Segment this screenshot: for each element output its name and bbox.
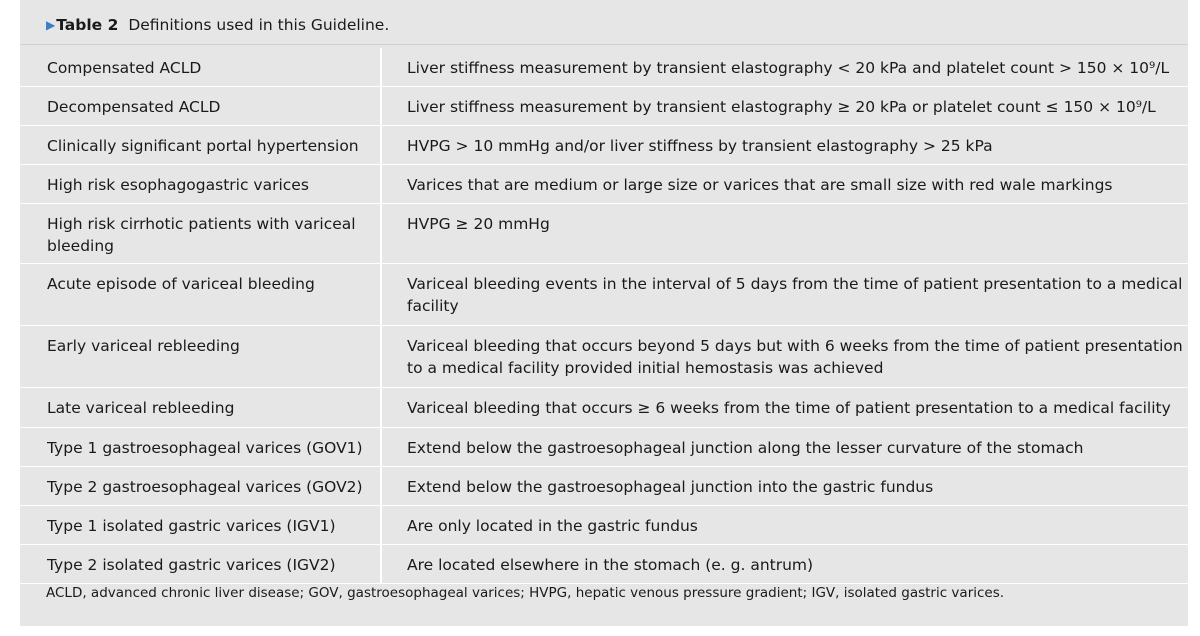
- term-cell: Late variceal rebleeding: [47, 398, 235, 417]
- table-row: [20, 48, 1188, 87]
- term-cell: Type 2 gastroesophageal varices (GOV2): [47, 477, 363, 496]
- table-row: [20, 326, 1188, 388]
- table-caption: [20, 0, 1188, 45]
- term-cell: Type 2 isolated gastric varices (IGV2): [47, 555, 336, 574]
- table-title-text: Definitions used in this Guideline.: [128, 16, 390, 34]
- term-cell: Type 1 isolated gastric varices (IGV1): [47, 516, 336, 535]
- term-cell: Clinically significant portal hypertension: [47, 136, 359, 155]
- column-divider: [380, 388, 382, 427]
- definition-cell: Are located elsewhere in the stomach (e. g. antrum): [407, 555, 814, 574]
- column-divider: [380, 48, 382, 86]
- column-divider: [380, 545, 382, 583]
- triangle-right-icon: ▶: [46, 18, 56, 32]
- term-cell: Type 1 gastroesophageal varices (GOV1): [47, 438, 363, 457]
- table-row: [20, 467, 1188, 506]
- definition-cell: Extend below the gastroesophageal junction into the gastric fundus: [407, 477, 934, 496]
- table-row: [20, 545, 1188, 584]
- definition-cell: Varices that are medium or large size or varices that are small size with red wale markings: [407, 175, 1113, 194]
- table-row: [20, 264, 1188, 326]
- definition-cell: Variceal bleeding that occurs beyond 5 days but with 6 weeks from the time of patient presentation to a medical facility provided initial hemostasis was achieved: [407, 336, 1183, 377]
- table-row: [20, 388, 1188, 428]
- column-divider: [380, 87, 382, 125]
- definition-cell: Liver stiffness measurement by transient elastography < 20 kPa and platelet count > 150 × 10⁹/L: [407, 59, 1170, 77]
- column-divider: [380, 326, 382, 387]
- term-cell: High risk cirrhotic patients with variceal bleeding: [47, 214, 356, 255]
- column-divider: [380, 467, 382, 505]
- column-divider: [380, 506, 382, 544]
- term-cell: Decompensated ACLD: [47, 97, 221, 116]
- term-cell: Early variceal rebleeding: [47, 336, 240, 355]
- term-cell: Acute episode of variceal bleeding: [47, 274, 315, 293]
- table-footnote: ACLD, advanced chronic liver disease; GOV, gastroesophageal varices; HVPG, hepatic venous pressure gradient; IGV, isolated gastric varices.: [46, 585, 1005, 601]
- table-title: [46, 16, 389, 34]
- table-row: [20, 506, 1188, 545]
- definition-cell: Are only located in the gastric fundus: [407, 516, 698, 535]
- column-divider: [380, 126, 382, 164]
- table-panel: [20, 0, 1188, 626]
- column-divider: [380, 165, 382, 203]
- definition-cell: Liver stiffness measurement by transient elastography ≥ 20 kPa or platelet count ≤ 150 × 10⁹/L: [407, 97, 1156, 116]
- table-row: [20, 428, 1188, 467]
- table-row: [20, 87, 1188, 126]
- term-cell: Compensated ACLD: [47, 59, 202, 77]
- definitions-table: [20, 48, 1188, 584]
- column-divider: [380, 428, 382, 466]
- table-label: Table 2: [56, 16, 119, 34]
- definition-cell: HVPG ≥ 20 mmHg: [407, 214, 550, 233]
- table-row: [20, 126, 1188, 165]
- definition-cell: Variceal bleeding that occurs ≥ 6 weeks from the time of patient presentation to a medical facility: [407, 398, 1171, 417]
- definition-cell: Variceal bleeding events in the interval of 5 days from the time of patient presentation to a medical facility: [407, 274, 1183, 315]
- term-cell: High risk esophagogastric varices: [47, 175, 309, 194]
- definition-cell: HVPG > 10 mmHg and/or liver stiffness by transient elastography > 25 kPa: [407, 136, 993, 155]
- definition-cell: Extend below the gastroesophageal junction along the lesser curvature of the stomach: [407, 438, 1084, 457]
- table-row: [20, 204, 1188, 264]
- column-divider: [380, 204, 382, 263]
- column-divider: [380, 264, 382, 325]
- table-row: [20, 165, 1188, 204]
